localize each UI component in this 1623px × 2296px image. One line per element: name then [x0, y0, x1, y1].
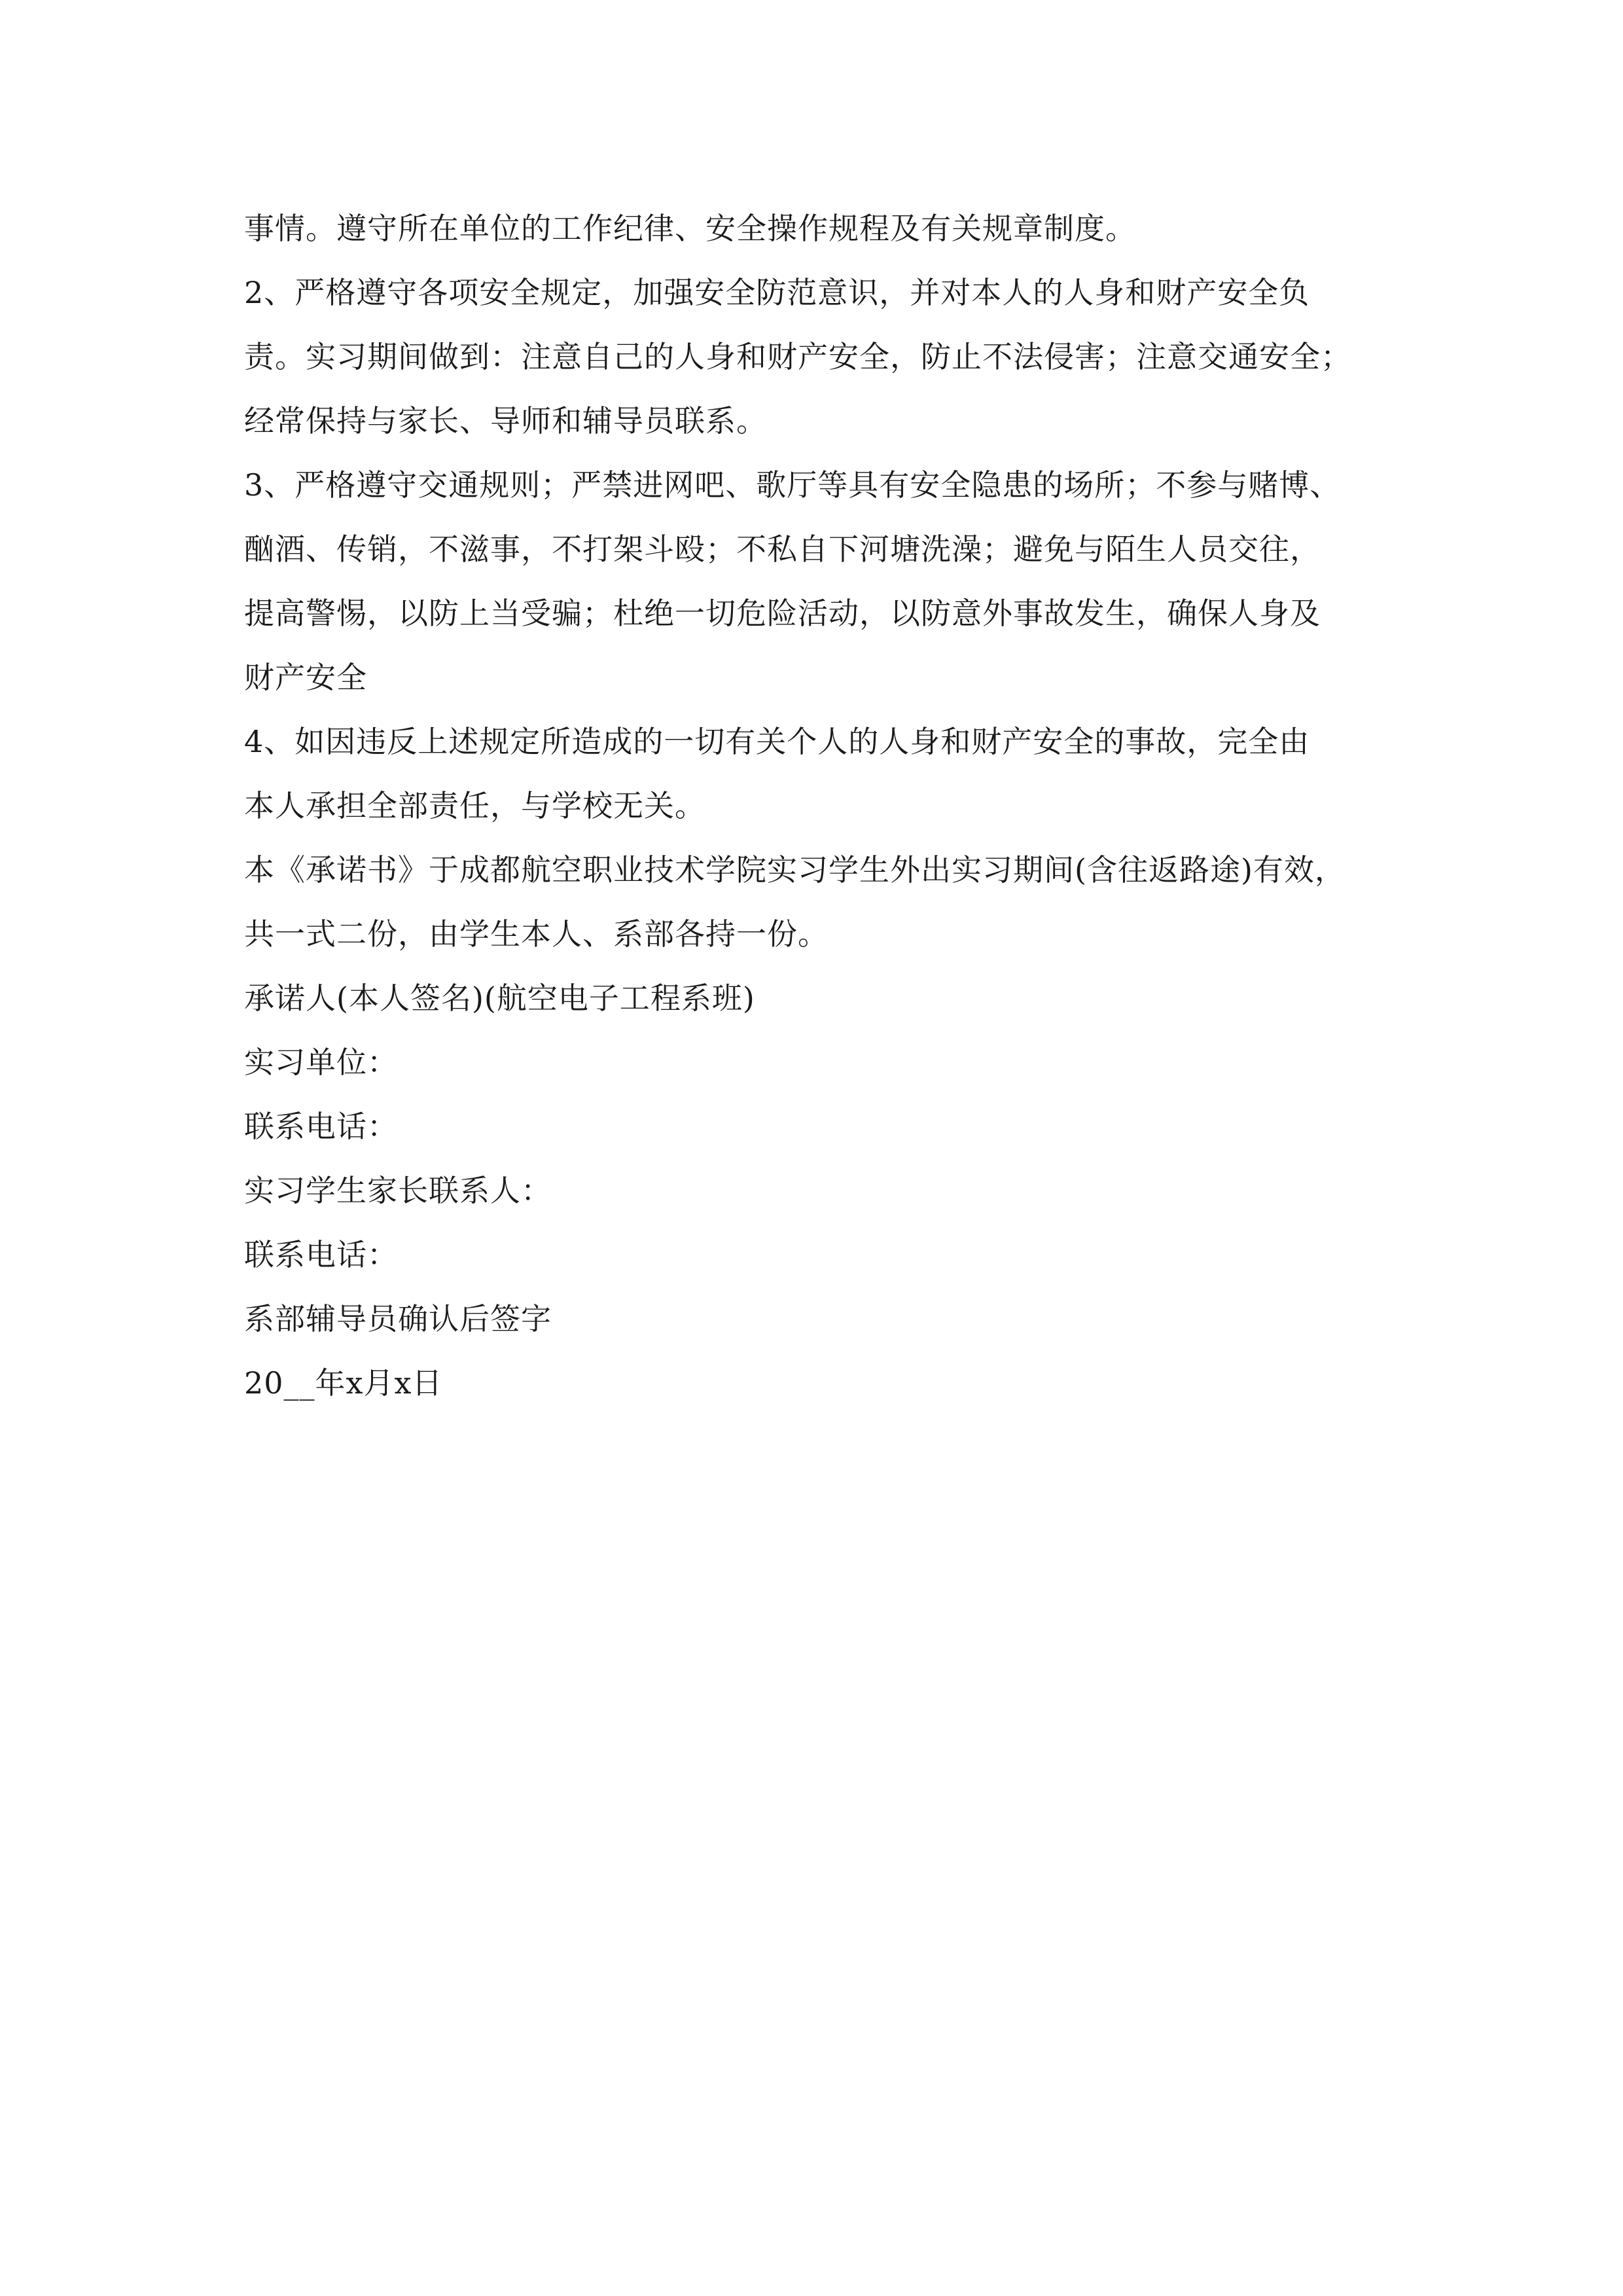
body-line: 2、严格遵守各项安全规定，加强安全防范意识，并对本人的人身和财产安全负 — [244, 275, 1310, 310]
contact-phone-label: 联系电话： — [244, 1109, 398, 1144]
parent-phone-label: 联系电话： — [244, 1237, 398, 1272]
body-line: 酗酒、传销，不滋事，不打架斗殴；不私自下河塘洗澡；避免与陌生人员交往， — [244, 531, 1321, 567]
body-line: 提高警惕，以防上当受骗；杜绝一切危险活动，以防意外事故发生，确保人身及 — [244, 596, 1321, 631]
body-line: 财产安全 — [244, 660, 367, 695]
body-line: 本人承担全部责任，与学校无关。 — [244, 788, 705, 823]
body-line: 共一式二份，由学生本人、系部各持一份。 — [244, 916, 829, 952]
body-line: 3、严格遵守交通规则；严禁进网吧、歌厅等具有安全隐患的场所；不参与赌博、 — [244, 467, 1341, 503]
parent-contact-label: 实习学生家长联系人： — [244, 1173, 552, 1208]
internship-unit-label: 实习单位： — [244, 1045, 398, 1080]
date-line: 20__年x月x日 — [244, 1365, 443, 1401]
body-line: 经常保持与家长、导师和辅导员联系。 — [244, 403, 767, 439]
signer-line: 承诺人(本人签名)(航空电子工程系班) — [244, 980, 755, 1016]
document-body — [244, 196, 1396, 1415]
body-line: 本《承诺书》于成都航空职业技术学院实习学生外出实习期间(含往返路途)有效， — [244, 852, 1346, 888]
body-line: 责。实习期间做到：注意自己的人身和财产安全，防止不法侵害；注意交通安全； — [244, 339, 1351, 374]
body-line: 事情。遵守所在单位的工作纪律、安全操作规程及有关规章制度。 — [244, 211, 1136, 246]
body-line: 4、如因违反上述规定所造成的一切有关个人的人身和财产安全的事故，完全由 — [244, 724, 1310, 759]
counselor-signature-label: 系部辅导员确认后签字 — [244, 1301, 552, 1336]
